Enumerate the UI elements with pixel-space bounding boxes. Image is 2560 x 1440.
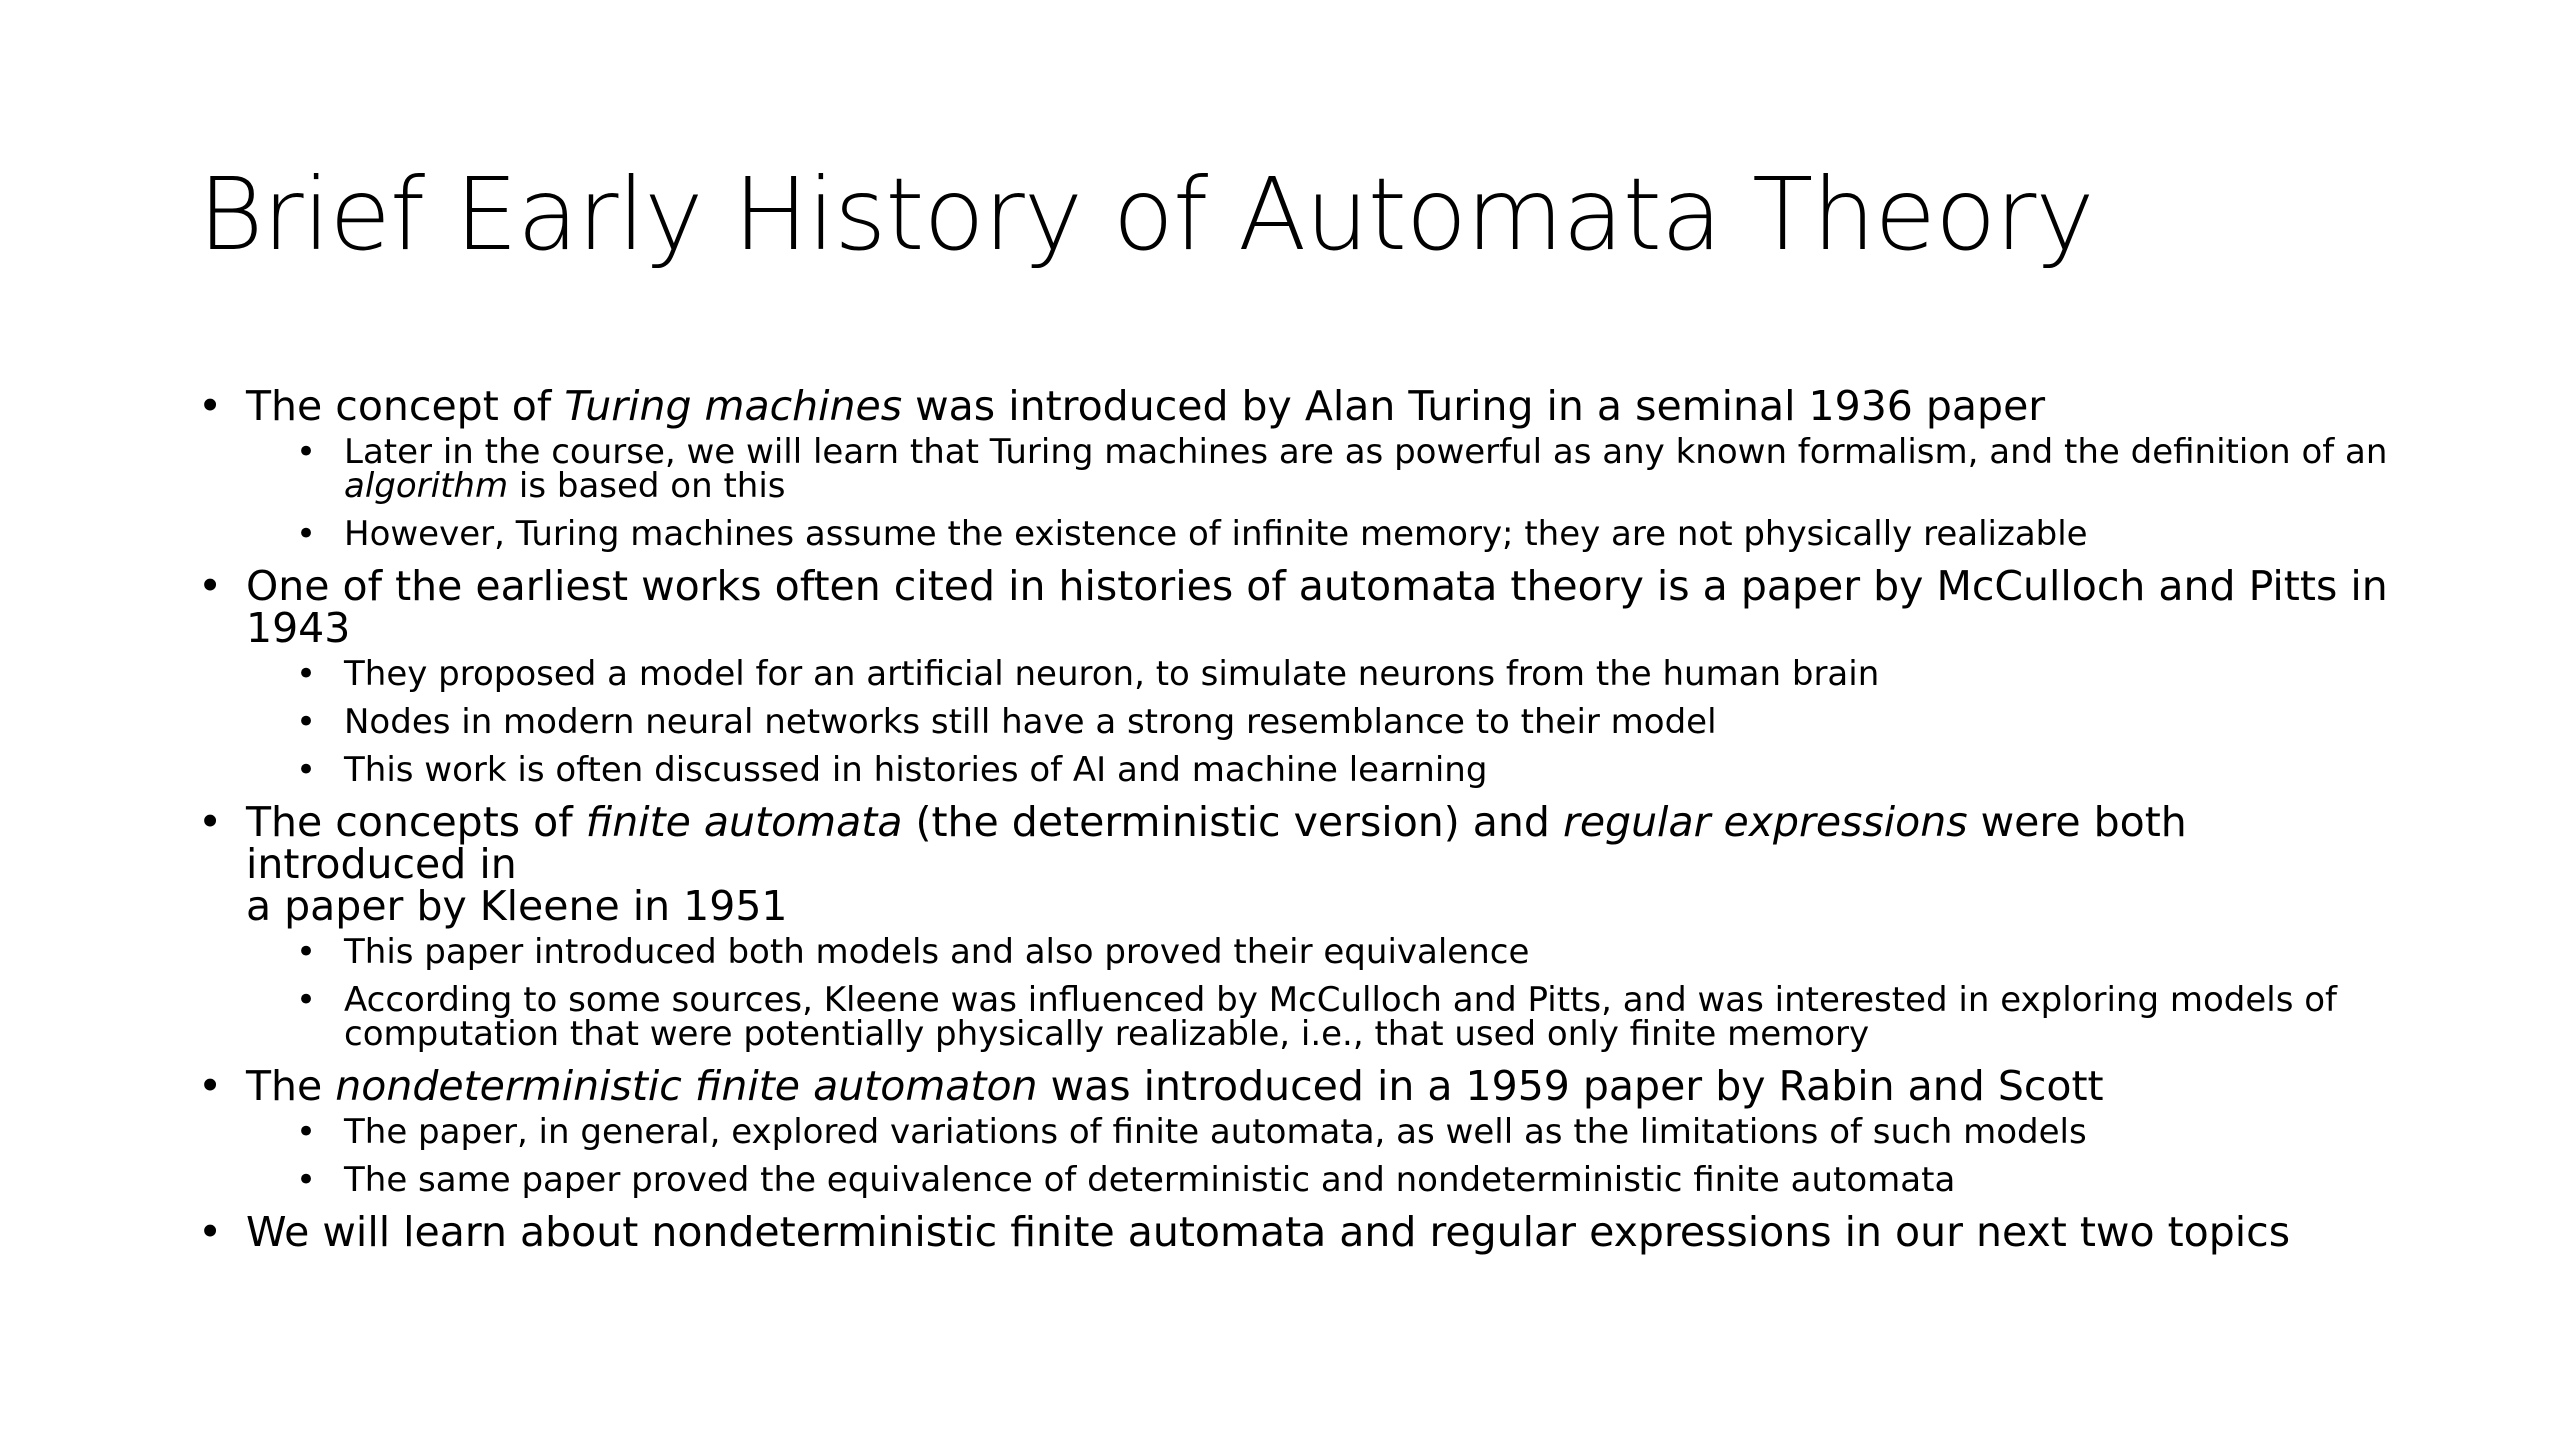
bullet-icon: • <box>296 702 317 742</box>
sub-bullet-list <box>246 932 2418 1054</box>
bullet-text-italic: regular expressions <box>1562 798 1968 846</box>
bullet-icon: • <box>296 750 317 790</box>
sub-bullet-item <box>296 702 2418 742</box>
bullet-text-part: The concept of <box>246 382 565 430</box>
sub-bullet-text: Nodes in modern neural networks still have a strong resemblance to their model <box>344 702 1717 742</box>
bullet-item-next-topics <box>198 1208 2418 1256</box>
bullet-text-part: One of the earliest works often cited in histories of automata theory is a paper by McCulloch and Pitts in <box>246 562 2388 610</box>
sub-bullet-text-italic: algorithm <box>344 466 509 506</box>
sub-bullet-text: They proposed a model for an artificial neuron, to simulate neurons from the human brain <box>344 654 1880 694</box>
bullet-item-mcculloch-pitts <box>198 562 2418 790</box>
bullet-item-rabin-scott <box>198 1062 2418 1200</box>
sub-bullet-item <box>296 1160 2418 1200</box>
sub-bullet-item <box>296 750 2418 790</box>
bullet-text-part: (the deterministic version) and <box>902 798 1563 846</box>
bullet-text-italic: nondeterministic finite automaton <box>335 1062 1038 1110</box>
bullet-icon: • <box>198 1208 223 1256</box>
slide-content <box>198 382 2418 1267</box>
bullet-icon: • <box>198 1062 223 1110</box>
sub-bullet-item <box>296 654 2418 694</box>
bullet-icon: • <box>296 514 317 554</box>
bullet-text-part: 1943 <box>246 604 351 652</box>
bullet-text-part: The <box>246 1062 336 1110</box>
bullet-text-italic: finite automata <box>585 798 903 846</box>
sub-bullet-text: This work is often discussed in histories of AI and machine learning <box>344 750 1488 790</box>
bullet-item-turing <box>198 382 2418 554</box>
bullet-icon: • <box>296 980 317 1020</box>
sub-bullet-text: is based on this <box>508 466 786 506</box>
sub-bullet-item <box>296 932 2418 972</box>
bullet-text-part: was introduced by Alan Turing in a seminal 1936 paper <box>902 382 2046 430</box>
bullet-icon: • <box>296 654 317 694</box>
bullet-icon: • <box>198 562 223 610</box>
sub-bullet-text: Later in the course, we will learn that Turing machines are as powerful as any known formalism, and the definition of an <box>344 432 2388 472</box>
slide-title: Brief Early History of Automata Theory <box>198 156 2094 273</box>
sub-bullet-item <box>296 514 2418 554</box>
sub-bullet-list <box>246 1112 2418 1200</box>
bullet-text-part: We will learn about nondeterministic finite automata and regular expressions in our next two topics <box>246 1208 2291 1256</box>
sub-bullet-item <box>296 1112 2418 1152</box>
sub-bullet-item <box>296 980 2418 1054</box>
sub-bullet-text: The same paper proved the equivalence of deterministic and nondeterministic finite automata <box>344 1160 1956 1200</box>
bullet-text-part: were both introduced in <box>246 798 2187 888</box>
sub-bullet-text: The paper, in general, explored variations of finite automata, as well as the limitations of such models <box>344 1112 2087 1152</box>
bullet-text-italic: Turing machines <box>564 382 903 430</box>
bullet-text-part: The concepts of <box>246 798 586 846</box>
bullet-list <box>198 382 2418 1256</box>
bullet-text-part: was introduced in a 1959 paper by Rabin and Scott <box>1037 1062 2104 1110</box>
sub-bullet-item <box>296 432 2418 506</box>
sub-bullet-text: However, Turing machines assume the existence of infinite memory; they are not physically realizable <box>344 514 2088 554</box>
sub-bullet-list <box>246 654 2418 790</box>
bullet-icon: • <box>296 1112 317 1152</box>
bullet-icon: • <box>296 1160 317 1200</box>
bullet-icon: • <box>296 932 317 972</box>
sub-bullet-text: This paper introduced both models and also proved their equivalence <box>344 932 1530 972</box>
bullet-icon: • <box>198 382 223 430</box>
bullet-item-kleene <box>198 798 2418 1054</box>
bullet-icon: • <box>198 798 223 846</box>
bullet-text-part: a paper by Kleene in 1951 <box>246 882 788 930</box>
bullet-icon: • <box>296 432 317 472</box>
sub-bullet-text: computation that were potentially physically realizable, i.e., that used only finite memory <box>344 1014 1870 1054</box>
sub-bullet-text: According to some sources, Kleene was influenced by McCulloch and Pitts, and was interested in exploring models of <box>344 980 2338 1020</box>
sub-bullet-list <box>246 432 2418 554</box>
